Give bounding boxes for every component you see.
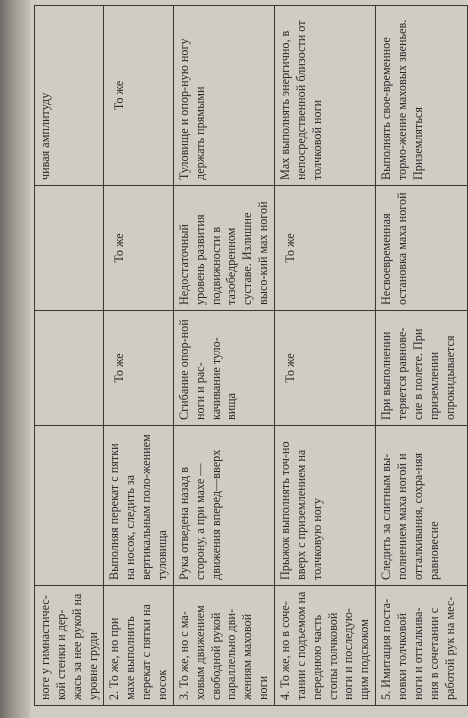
table-row (275, 6, 376, 706)
table-row (35, 6, 104, 706)
exercise-cell: 3. То же, но с ма-ховым движением свободной рукой параллельно дви-жениям маховой ноги (173, 586, 274, 706)
error-cell: То же (104, 311, 173, 426)
exercise-cell: ноге у гимнастичес-кой стенки и дер-жась за нее рукой на уровне груди (35, 586, 104, 706)
correction-cell: Туловище и опор-ную ногу держать прямыми (173, 6, 274, 186)
error-cell: Сгибание опор-ной ноги и рас-качивание туло-вища (173, 311, 274, 426)
correction-cell: Выполнять свое-временное тормо-жение маховых звеньев. Приземляться (376, 6, 468, 186)
instruction-cell: Рука отведена назад в сторону, а при махе — движения вперед—вверх (173, 426, 274, 586)
instruction-cell: Прыжок выполнять точ-но вверх с приземлением на толчковую ногу (275, 426, 376, 586)
error-cell: То же (275, 311, 376, 426)
table-row (104, 6, 173, 706)
error-cell: При выполнении теряется равнове-сие в полете. При приземлении опрокидывается (376, 311, 468, 426)
instruction-cell (35, 426, 104, 586)
cause-cell: То же (275, 186, 376, 311)
error-cell (35, 311, 104, 426)
correction-cell: Мах выполнять энергично, в непосредственной близости от толчковой ноги (275, 6, 376, 186)
correction-cell: То же (104, 6, 173, 186)
exercise-cell: 5. Имитация поста-новки толчковой ноги и отталкива-ния в сочетании с работой рук на мес- (376, 586, 468, 706)
cause-cell: Недостаточный уровень развития подвижности в тазобедренном суставе. Излишне высо-кий мах ногой (173, 186, 274, 311)
table-row (376, 6, 468, 706)
cause-cell (35, 186, 104, 311)
exercise-cell: 2. То же, но при махе выполнить перекат с пятки на носок (104, 586, 173, 706)
instruction-cell: Следить за слитным вы-полнением маха ногой и отталкивания, сохра-няя равновесие (376, 426, 468, 586)
exercise-cell: 4. То же, но в соче-тании с подъемом на переднюю часть стопы толчковой ноги и последую-щим подскоком (275, 586, 376, 706)
instruction-cell: Выполняя перекат с пятки на носок, следить за вертикальным поло-жением туловища (104, 426, 173, 586)
correction-cell: чивая амплитуду (35, 6, 104, 186)
table-row (173, 6, 274, 706)
exercise-table (34, 5, 468, 706)
cause-cell: Несвоевременная остановка маха ногой (376, 186, 468, 311)
cause-cell: То же (104, 186, 173, 311)
